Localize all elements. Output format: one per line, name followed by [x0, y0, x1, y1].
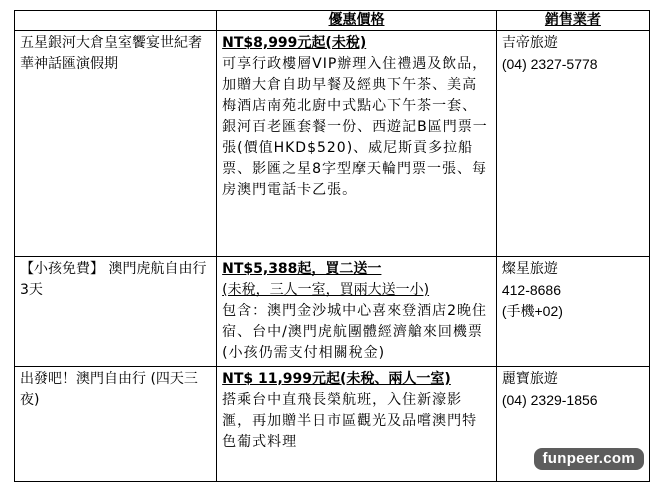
price-text: NT$ 11,999元起(未稅、兩人一室) [222, 371, 451, 387]
header-price: 優惠價格 [217, 11, 497, 31]
price-cell [217, 367, 497, 482]
description-text: 包含：澳門金沙城中心喜來登酒店2晚住宿、台中/澳門虎航團體經濟艙來回機票(小孩仍需支付相關稅金) [222, 303, 488, 361]
seller-extra: (手機+02) [501, 303, 563, 319]
product-name: 五星銀河大倉皇室饗宴世紀奢華神話匯演假期 [15, 31, 217, 257]
seller-cell [496, 31, 649, 257]
header-seller: 銷售業者 [496, 11, 649, 31]
price-cell [217, 31, 497, 257]
promotion-table [14, 10, 650, 482]
price-text: NT$8,999元起(未稅) [222, 35, 367, 51]
seller-name: 吉帝旅遊 [501, 35, 558, 51]
description-text: 可享行政樓層VIP辦理入住禮遇及飲品，加贈大倉自助早餐及經典下午茶、美高梅酒店南苑北廚中式點心下午茶一套、銀河百老匯套餐一份、西遊記B區門票一張(價值HKD$520)、威尼斯貢多拉船票、影匯之星8字型摩天輪門票一張、每房澳門電話卡乙張。 [222, 56, 488, 198]
seller-cell [496, 257, 649, 367]
watermark-badge: funpeer.com [534, 448, 645, 470]
seller-name: 麗寶旅遊 [501, 371, 558, 387]
price-cell [217, 257, 497, 367]
seller-name: 燦星旅遊 [501, 261, 558, 277]
price-text: NT$5,388起，買二送一 [222, 261, 382, 277]
table-row [15, 31, 650, 257]
product-name: 出發吧！澳門自由行 (四天三夜) [15, 367, 217, 482]
table-header-row [15, 11, 650, 31]
table-row [15, 257, 650, 367]
product-name: 【小孩免費】 澳門虎航自由行3天 [15, 257, 217, 367]
price-extra-text: (未稅，三人一室，買兩大送一小) [222, 282, 430, 298]
seller-phone: 412-8686 [501, 282, 562, 298]
header-product [15, 11, 217, 31]
seller-phone: (04) 2329-1856 [501, 392, 598, 408]
description-text: 搭乘台中直飛長榮航班，入住新濠影滙，再加贈半日市區觀光及品嚐澳門特色葡式料理 [222, 392, 478, 450]
seller-phone: (04) 2327-5778 [501, 56, 598, 72]
